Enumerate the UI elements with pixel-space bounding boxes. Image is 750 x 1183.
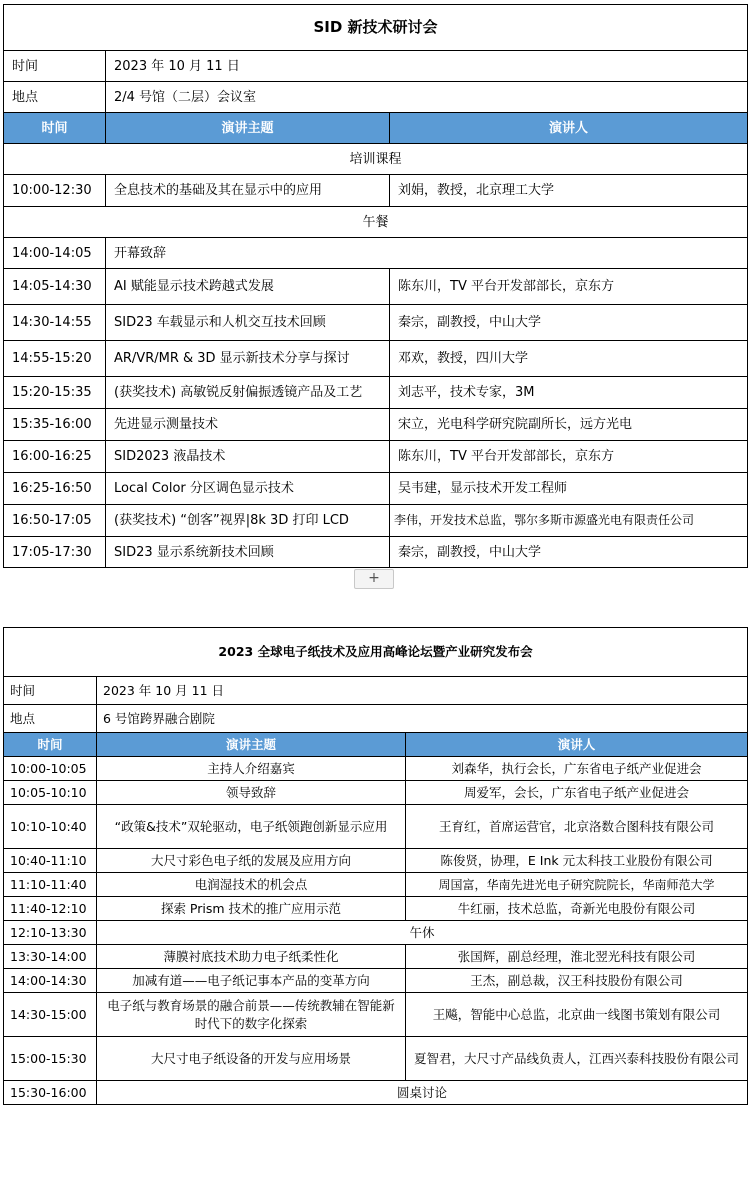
row-topic: AI 赋能显示技术跨越式发展 xyxy=(106,269,390,305)
row-topic: (获奖技术) “创客”视界|8k 3D 打印 LCD xyxy=(106,505,390,537)
row-speaker: 王育红，首席运营官，北京洛数合图科技有限公司 xyxy=(406,805,748,849)
table-row xyxy=(4,969,748,993)
header-row xyxy=(4,733,748,757)
row-topic: 薄膜衬底技术助力电子纸柔性化 xyxy=(97,945,406,969)
table-row xyxy=(4,473,748,505)
place-label: 地点 xyxy=(4,705,97,733)
row-topic: 开幕致辞 xyxy=(106,238,748,269)
row-time: 10:00-10:05 xyxy=(4,757,97,781)
row-speaker: 牛红丽，技术总监，奇新光电股份有限公司 xyxy=(406,897,748,921)
row-speaker: 周国富，华南先进光电子研究院院长，华南师范大学 xyxy=(406,873,748,897)
time-row xyxy=(4,677,748,705)
row-speaker: 李伟，开发技术总监，鄂尔多斯市源盛光电有限责任公司 xyxy=(390,505,748,537)
table-row xyxy=(4,897,748,921)
row-speaker: 吴韦建，显示技术开发工程师 xyxy=(390,473,748,505)
row-time: 14:00-14:05 xyxy=(4,238,106,269)
row-speaker: 陈俊贤，协理，E Ink 元太科技工业股份有限公司 xyxy=(406,849,748,873)
header-speaker: 演讲人 xyxy=(406,733,748,757)
row-speaker: 陈东川，TV 平台开发部部长，京东方 xyxy=(390,269,748,305)
table-row xyxy=(4,945,748,969)
header-row xyxy=(4,113,748,144)
table-row xyxy=(4,305,748,341)
row-time: 11:40-12:10 xyxy=(4,897,97,921)
row-time: 10:00-12:30 xyxy=(4,175,106,207)
row-speaker: 秦宗，副教授，中山大学 xyxy=(390,305,748,341)
table-row xyxy=(4,409,748,441)
table-row xyxy=(4,341,748,377)
time-label: 时间 xyxy=(4,677,97,705)
table-row xyxy=(4,269,748,305)
table-row xyxy=(4,781,748,805)
row-time: 16:25-16:50 xyxy=(4,473,106,505)
epaper-forum-table xyxy=(3,627,748,1105)
row-speaker: 王杰，副总裁，汉王科技股份有限公司 xyxy=(406,969,748,993)
row-speaker: 刘森华，执行会长，广东省电子纸产业促进会 xyxy=(406,757,748,781)
break-row xyxy=(4,921,748,945)
row-topic: 主持人介绍嘉宾 xyxy=(97,757,406,781)
table-row xyxy=(4,873,748,897)
closing-label: 圆桌讨论 xyxy=(97,1081,748,1105)
row-time: 15:00-15:30 xyxy=(4,1037,97,1081)
header-time: 时间 xyxy=(4,733,97,757)
row-topic: 先进显示测量技术 xyxy=(106,409,390,441)
row-speaker: 夏智君，大尺寸产品线负责人，江西兴泰科技股份有限公司 xyxy=(406,1037,748,1081)
row-speaker: 刘志平，技术专家，3M xyxy=(390,377,748,409)
time-value: 2023 年 10 月 11 日 xyxy=(97,677,748,705)
place-value: 6 号馆跨界融合剧院 xyxy=(97,705,748,733)
row-speaker: 邓欢，教授，四川大学 xyxy=(390,341,748,377)
row-speaker: 宋立，光电科学研究院副所长，远方光电 xyxy=(390,409,748,441)
row-speaker: 周爱军，会长，广东省电子纸产业促进会 xyxy=(406,781,748,805)
row-time: 14:30-15:00 xyxy=(4,993,97,1037)
time-row xyxy=(4,51,748,82)
closing-row xyxy=(4,1081,748,1105)
row-time: 15:20-15:35 xyxy=(4,377,106,409)
time-label: 时间 xyxy=(4,51,106,82)
table-row xyxy=(4,175,748,207)
row-topic: “政策&技术”双轮驱动，电子纸领跑创新显示应用 xyxy=(97,805,406,849)
header-speaker: 演讲人 xyxy=(390,113,748,144)
row-time: 14:05-14:30 xyxy=(4,269,106,305)
section-row xyxy=(4,207,748,238)
row-time: 14:30-14:55 xyxy=(4,305,106,341)
row-topic: 探索 Prism 技术的推广应用示范 xyxy=(97,897,406,921)
row-topic: SID2023 液晶技术 xyxy=(106,441,390,473)
row-time: 16:50-17:05 xyxy=(4,505,106,537)
row-time: 16:00-16:25 xyxy=(4,441,106,473)
break-label: 午休 xyxy=(97,921,748,945)
header-topic: 演讲主题 xyxy=(97,733,406,757)
table-row xyxy=(4,805,748,849)
section-row xyxy=(4,144,748,175)
row-time: 11:10-11:40 xyxy=(4,873,97,897)
row-topic: 加减有道——电子纸记事本产品的变革方向 xyxy=(97,969,406,993)
table-title: SID 新技术研讨会 xyxy=(4,5,748,51)
row-time: 14:00-14:30 xyxy=(4,969,97,993)
place-row xyxy=(4,705,748,733)
row-speaker: 陈东川，TV 平台开发部部长，京东方 xyxy=(390,441,748,473)
table-row xyxy=(4,377,748,409)
row-time: 17:05-17:30 xyxy=(4,537,106,568)
table-row xyxy=(4,505,748,537)
row-speaker: 刘娟，教授，北京理工大学 xyxy=(390,175,748,207)
row-time: 14:55-15:20 xyxy=(4,341,106,377)
row-topic: AR/VR/MR & 3D 显示新技术分享与探讨 xyxy=(106,341,390,377)
table-row xyxy=(4,441,748,473)
table-row xyxy=(4,757,748,781)
row-time: 13:30-14:00 xyxy=(4,945,97,969)
row-time: 10:40-11:10 xyxy=(4,849,97,873)
table-title: 2023 全球电子纸技术及应用高峰论坛暨产业研究发布会 xyxy=(4,628,748,677)
row-topic: (获奖技术) 高敏锐反射偏振透镜产品及工艺 xyxy=(106,377,390,409)
section-lunch: 午餐 xyxy=(4,207,748,238)
row-topic: 大尺寸电子纸设备的开发与应用场景 xyxy=(97,1037,406,1081)
row-topic: Local Color 分区调色显示技术 xyxy=(106,473,390,505)
place-value: 2/4 号馆（二层）会议室 xyxy=(106,82,748,113)
place-row xyxy=(4,82,748,113)
place-label: 地点 xyxy=(4,82,106,113)
table-row xyxy=(4,849,748,873)
row-time: 10:10-10:40 xyxy=(4,805,97,849)
row-topic: 大尺寸彩色电子纸的发展及应用方向 xyxy=(97,849,406,873)
row-time: 12:10-13:30 xyxy=(4,921,97,945)
row-topic: 电润湿技术的机会点 xyxy=(97,873,406,897)
row-time: 15:35-16:00 xyxy=(4,409,106,441)
row-time: 15:30-16:00 xyxy=(4,1081,97,1105)
table-row xyxy=(4,537,748,568)
table-row xyxy=(4,993,748,1037)
table-title-row xyxy=(4,628,748,677)
time-value: 2023 年 10 月 11 日 xyxy=(106,51,748,82)
header-topic: 演讲主题 xyxy=(106,113,390,144)
table-row xyxy=(4,1037,748,1081)
section-training: 培训课程 xyxy=(4,144,748,175)
header-time: 时间 xyxy=(4,113,106,144)
row-topic: SID23 车载显示和人机交互技术回顾 xyxy=(106,305,390,341)
table-title-row xyxy=(4,5,748,51)
add-row-button[interactable]: + xyxy=(354,569,394,589)
row-topic: SID23 显示系统新技术回顾 xyxy=(106,537,390,568)
row-topic: 全息技术的基础及其在显示中的应用 xyxy=(106,175,390,207)
row-time: 10:05-10:10 xyxy=(4,781,97,805)
row-speaker: 王飚，智能中心总监，北京曲一线图书策划有限公司 xyxy=(406,993,748,1037)
table-row xyxy=(4,238,748,269)
sid-seminar-table xyxy=(3,4,748,568)
row-speaker: 张国辉，副总经理，淮北翌光科技有限公司 xyxy=(406,945,748,969)
row-topic: 电子纸与教育场景的融合前景——传统教辅在智能新时代下的数字化探索 xyxy=(97,993,406,1037)
row-speaker: 秦宗，副教授，中山大学 xyxy=(390,537,748,568)
row-topic: 领导致辞 xyxy=(97,781,406,805)
